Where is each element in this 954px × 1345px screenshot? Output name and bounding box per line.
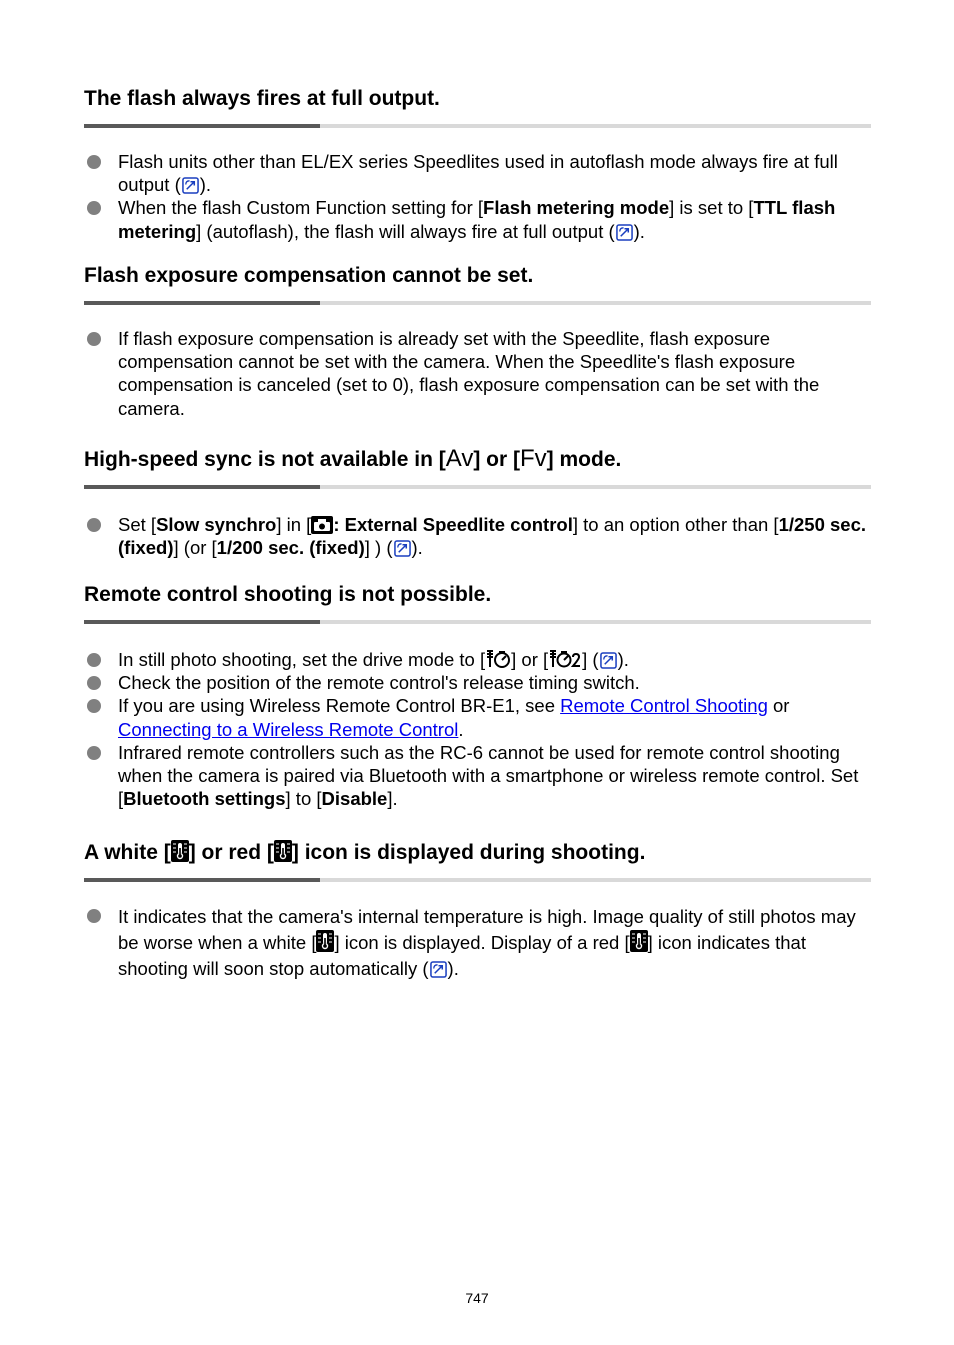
section-high-speed-sync [84,446,871,559]
section-temperature-icon [84,840,871,982]
bullet-list [84,513,871,559]
section-heading: Remote control shooting is not possible. [84,583,492,606]
self-timer-2sec-icon [548,649,582,669]
camera-icon [311,516,333,534]
white-temperature-icon [171,840,189,862]
av-mode-icon: Av [445,445,474,472]
list-item: Infrared remote controllers such as the RC-6 cannot be used for remote control shooting when the camera is paired via Bluetooth with a smartphone or wireless remote control. Set [Bluetooth settings] to [Disable]. [84,741,871,811]
reference-link-icon[interactable] [600,652,617,669]
bullet-list [84,327,871,420]
red-temperature-icon [630,930,648,952]
list-item: If flash exposure compensation is already set with the Speedlite, flash exposure compensation cannot be set with the camera. When the Speedlite's flash exposure compensation is canceled (set to 0), flash exposure compensation can be set with the camera. [84,327,871,420]
bullet-list [84,904,871,982]
bullet-icon [87,518,101,532]
list-item: Flash units other than EL/EX series Speedlites used in autoflash mode always fire at full output ( ). [84,150,871,196]
list-item: Check the position of the remote control's release timing switch. [84,671,871,694]
section-flash-exposure-compensation [84,263,871,420]
heading-rule [84,878,871,882]
list-item: In still photo shooting, set the drive mode to [ ] or [ ] ( ). [84,648,871,671]
page-number: 747 [465,1290,489,1306]
section-heading: A white [ ] or red [ ] icon is displayed during shooting. [84,841,646,864]
bullet-icon [87,201,101,215]
bullet-icon [87,332,101,346]
list-item: It indicates that the camera's internal temperature is high. Image quality of still photos may be worse when a white [ ] icon is displayed. Display of a red [ ] icon indicates that shooting will soon stop automatically ( ). [84,904,871,982]
link-remote-control-shooting[interactable]: Remote Control Shooting [560,695,768,717]
bullet-icon [87,653,101,667]
bullet-list [84,648,871,810]
bullet-icon [87,676,101,690]
list-item: When the flash Custom Function setting for [Flash metering mode] is set to [TTL flash metering] (autoflash), the flash will always fire at full output ( ). [84,196,871,242]
heading-rule [84,485,871,489]
heading-rule [84,620,871,624]
heading-rule [84,124,871,128]
self-timer-remote-icon [485,649,511,669]
white-temperature-icon [316,930,334,952]
bullet-icon [87,746,101,760]
section-remote-control [84,582,871,810]
section-heading: The flash always fires at full output. [84,87,440,110]
red-temperature-icon [274,840,292,862]
bullet-icon [87,155,101,169]
bullet-list [84,150,871,243]
fv-mode-icon: Fv [520,445,547,472]
reference-link-icon[interactable] [394,540,411,557]
section-heading: Flash exposure compensation cannot be set. [84,264,534,287]
bullet-icon [87,699,101,713]
heading-rule [84,301,871,305]
reference-link-icon[interactable] [182,177,199,194]
list-item: If you are using Wireless Remote Control BR-E1, see Remote Control Shooting or Connecting to a Wireless Remote Control. [84,694,871,740]
bullet-icon [87,909,101,923]
reference-link-icon[interactable] [616,224,633,241]
reference-link-icon[interactable] [430,961,447,978]
section-flash-full-output [84,86,871,243]
section-heading: High-speed sync is not available in [Av] or [Fv] mode. [84,445,622,472]
link-connecting-wireless-remote[interactable]: Connecting to a Wireless Remote Control [118,718,459,740]
list-item: Set [Slow synchro] in [ : External Speedlite control] to an option other than [1/250 sec. (fixed)] (or [1/200 sec. (fixed)] ) ( ). [84,513,871,559]
